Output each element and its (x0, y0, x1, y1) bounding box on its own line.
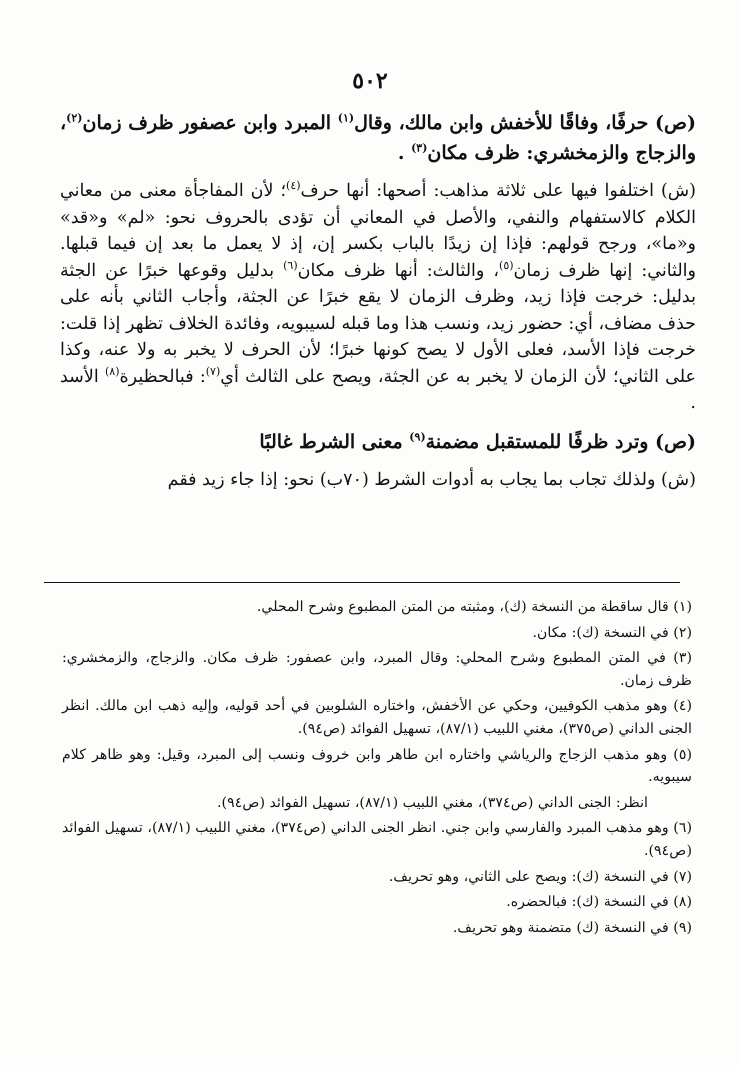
page-number: ٥٠٢ (352, 68, 388, 94)
paragraph-text-matn-1 (60, 108, 696, 168)
footnote-3: (٣) في المتن المطبوع وشرح المحلي: وقال المبرد، وابن عصفور: ظرف مكان. والزجاج، والزمخشري: ظرف زمان. (62, 650, 692, 689)
footnote-divider (44, 582, 680, 583)
footnote-6: (٦) وهو مذهب المبرد والفارسي وابن جني. انظر الجنى الداني (ص٣٧٤)، مغني اللبيب (٨٧/١)، تسهيل الفوائد (ص٩٤). (62, 820, 692, 859)
text-run: بدليل وقوعها خبرًا عن الجثة بدليل: خرجت فإذا زيد، وظرف الزمان لا يقع خبرًا عن الجثة، وأجاب الثاني بأنه على حذف مضاف، أي: حضور زيد، ونسب هذا وما قبله لسيبويه، وفائدة الخلاف تظهر إذا قلت: خرجت فإذا الأسد، فعلى الأول لا يصح كونها خبرًا؛ لأن الحرف لا يخبر به ولا عنه، وكذا على الثاني؛ لأن الزمان لا يخبر به عن الجثة، ويصح على الثالث أي (60, 260, 696, 387)
text-run: ، والثالث: أنها ظرف مكان (297, 260, 500, 281)
footnote-marker-4[interactable]: (٤) (286, 179, 301, 193)
footnote-8: (٨) في النسخة (ك): فبالحضره. (506, 894, 692, 911)
text-run: ؛ لأن المفاجأة معنى من معاني الكلام كالاستفهام والنفي، والأصل في المعاني أن تؤدى بالحروف نحو: «لم» و«قد» و«ما»، ورجح قولهم: فإذا إن زيدًا بالباب بكسر إن، إذ لا يعمل ما بعد إن فيما قبلها. والثاني: إنها ظرف زمان (60, 181, 696, 281)
footnote-marker-2[interactable]: (٢) (66, 111, 83, 125)
text-run: ، والزجاج والزمخشري: ظرف مكان (60, 112, 696, 164)
spacer (60, 168, 696, 178)
footnote-marker-1[interactable]: (١) (337, 111, 355, 125)
footnote-5: (٥) وهو مذهب الزجاج والرياشي واختاره ابن طاهر وابن خروف ونسب إلى المبرد، وقيل: وهو ظاهر كلام سيبويه. (62, 746, 692, 786)
footnote-9: (٩) في النسخة (ك) متضمنة وهو تحريف. (452, 919, 692, 936)
footnote-marker-5[interactable]: (٥) (499, 258, 514, 272)
text-run: : فبالحظيرة (119, 366, 206, 387)
footnote-7: (٧) في النسخة (ك): ويصح على الثاني، وهو تحريف. (388, 868, 692, 885)
footnotes-section (62, 596, 692, 942)
spacer (60, 417, 696, 427)
text-run: . (397, 142, 412, 164)
text-run: المبرد وابن عصفور ظرف زمان (82, 112, 338, 134)
footnote-marker-9[interactable]: (٩) (409, 430, 426, 444)
footnote-marker-6[interactable]: (٦) (283, 258, 298, 272)
footnote-marker-8[interactable]: (٨) (104, 364, 120, 378)
text-run: معنى الشرط غالبًا (259, 430, 410, 453)
spacer (60, 457, 696, 467)
text-run: (ص) حرفًا، وفاقًا للأخفش وابن مالك، وقال (354, 112, 696, 134)
footnote-marker-7[interactable]: (٧) (205, 364, 221, 378)
text-run: (ش) اختلفوا فيها على ثلاثة مذاهب: أصحها: أنها حرف (300, 181, 696, 201)
footnote-1: (١) قال ساقطة من النسخة (ك)، ومثبته من المتن المطبوع وشرح المحلي. (256, 599, 692, 615)
text-run: الأسد . (60, 366, 696, 413)
paragraph-commentary-1 (60, 178, 696, 417)
footnote-2: (٢) في النسخة (ك): مكان. (532, 624, 692, 641)
footnote-4: (٤) وهو مذهب الكوفيين، وحكي عن الأخفش، واختاره الشلوبين في أحد قوليه، وإليه ذهب ابن مالك. انظر الجنى الداني (ص٣٧٥)، مغني اللبيب (٨٧/١)، تسهيل الفوائد (ص٩٤). (62, 698, 692, 737)
main-text (60, 108, 696, 493)
footnote-marker-3[interactable]: (٣) (411, 141, 428, 155)
paragraph-text-matn-2 (60, 427, 696, 457)
paragraph-commentary-2: (ش) ولذلك تجاب بما يجاب به أدوات الشرط (٧٠ب) نحو: إذا جاء زيد فقم (167, 469, 696, 490)
footnote-5-references: انظر: الجنى الداني (ص٣٧٤)، مغني اللبيب (٨٧/١)، تسهيل الفوائد (ص٩٤). (217, 794, 648, 811)
text-run: (ص) وترد ظرفًا للمستقبل مضمنة (425, 430, 696, 453)
